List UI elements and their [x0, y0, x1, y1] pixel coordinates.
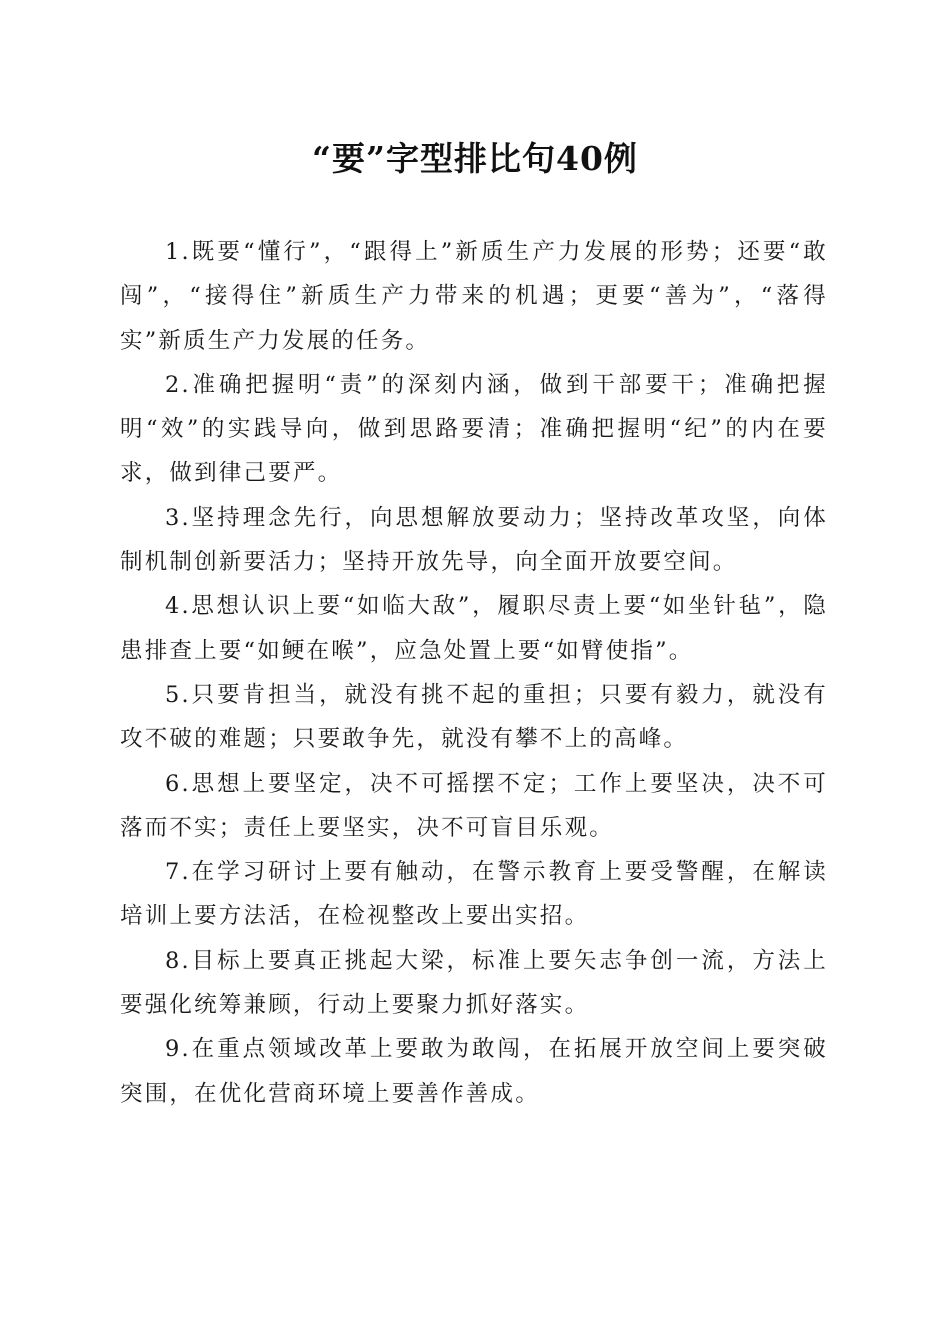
document-title: “要”字型排比句40例 [312, 139, 638, 178]
paragraph-8: 8.目标上要真正挑起大梁，标准上要矢志争创一流，方法上要强化统筹兼顾，行动上要聚力抓好落实。 [120, 947, 828, 1019]
paragraph-9: 9.在重点领域改革上要敢为敢闯，在拓展开放空间上要突破突围，在优化营商环境上要善作善成。 [120, 1036, 828, 1107]
paragraph-3: 3.坚持理念先行，向思想解放要动力；坚持改革攻坚，向体制机制创新要活力；坚持开放先导，向全面开放要空间。 [120, 504, 828, 576]
paragraph-5: 5.只要肯担当，就没有挑不起的重担；只要有毅力，就没有攻不破的难题；只要敢争先，就没有攀不上的高峰。 [120, 681, 828, 753]
paragraph-6: 6.思想上要坚定，决不可摇摆不定；工作上要坚决，决不可落而不实；责任上要坚实，决不可盲目乐观。 [120, 770, 828, 841]
paragraph-2: 2.准确把握明“责”的深刻内涵，做到干部要干；准确把握明“效”的实践导向，做到思路要清；准确把握明“纪”的内在要求，做到律己要严。 [120, 371, 828, 487]
paragraph-7: 7.在学习研讨上要有触动，在警示教育上要受警醒，在解读培训上要方法活，在检视整改上要出实招。 [120, 859, 828, 930]
document-body [120, 230, 828, 1116]
paragraph-1: 1.既要“懂行”，“跟得上”新质生产力发展的形势；还要“敢闯”，“接得住”新质生产力带来的机遇；更要“善为”，“落得实”新质生产力发展的任务。 [120, 239, 828, 354]
paragraph-4: 4.思想认识上要“如临大敌”，履职尽责上要“如坐针毡”，隐患排查上要“如鲠在喉”，应急处置上要“如臂使指”。 [120, 593, 828, 664]
